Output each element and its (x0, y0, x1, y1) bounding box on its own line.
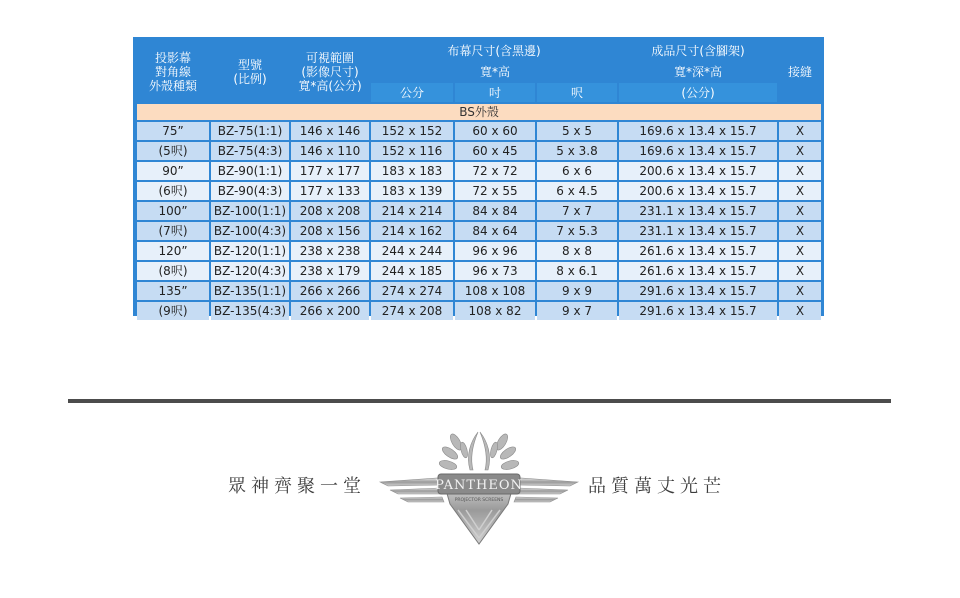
cell-product-size: 200.6 x 13.4 x 15.7 (619, 162, 777, 180)
cell-screen-feet: 5 x 3.8 (537, 142, 617, 160)
cell-diagonal: 120” (137, 242, 209, 260)
cell-screen-feet: 9 x 7 (537, 302, 617, 320)
cell-diagonal: 90” (137, 162, 209, 180)
cell-screen-inch: 84 x 64 (455, 222, 535, 240)
cell-screen-cm: 244 x 185 (371, 262, 453, 280)
cell-joint: X (779, 162, 821, 180)
pantheon-logo (378, 420, 580, 548)
cell-diagonal: (7呎) (137, 222, 209, 240)
cell-model: BZ-90(1:1) (211, 162, 289, 180)
cell-screen-inch: 108 x 108 (455, 282, 535, 300)
cell-viewable: 146 x 146 (291, 122, 369, 140)
cell-model: BZ-90(4:3) (211, 182, 289, 200)
cell-screen-inch: 72 x 72 (455, 162, 535, 180)
cell-screen-feet: 7 x 7 (537, 202, 617, 220)
cell-product-size: 291.6 x 13.4 x 15.7 (619, 282, 777, 300)
cell-screen-feet: 6 x 4.5 (537, 182, 617, 200)
cell-viewable: 208 x 208 (291, 202, 369, 220)
cell-viewable: 266 x 200 (291, 302, 369, 320)
cell-product-size: 291.6 x 13.4 x 15.7 (619, 302, 777, 320)
cell-model: BZ-120(4:3) (211, 262, 289, 280)
cell-product-size: 169.6 x 13.4 x 15.7 (619, 122, 777, 140)
cell-screen-feet: 9 x 9 (537, 282, 617, 300)
cell-screen-inch: 72 x 55 (455, 182, 535, 200)
slogan-left: 眾神齊聚一堂 (228, 476, 366, 497)
table-row (137, 222, 821, 240)
header-joint: 接縫 (779, 41, 821, 102)
spec-table (135, 39, 823, 322)
cell-joint: X (779, 302, 821, 320)
cell-viewable: 238 x 238 (291, 242, 369, 260)
cell-viewable: 238 x 179 (291, 262, 369, 280)
table-row (137, 182, 821, 200)
cell-screen-feet: 8 x 8 (537, 242, 617, 260)
cell-screen-cm: 152 x 152 (371, 122, 453, 140)
cell-diagonal: 100” (137, 202, 209, 220)
cell-viewable: 177 x 177 (291, 162, 369, 180)
cell-screen-cm: 214 x 214 (371, 202, 453, 220)
table-row (137, 302, 821, 320)
header-screen-blank (371, 62, 453, 81)
cell-joint: X (779, 262, 821, 280)
cell-model: BZ-100(1:1) (211, 202, 289, 220)
header-screen-size: 布幕尺寸(含黑邊) (371, 41, 617, 60)
cell-model: BZ-135(1:1) (211, 282, 289, 300)
cell-diagonal: (6呎) (137, 182, 209, 200)
cell-model: BZ-135(4:3) (211, 302, 289, 320)
header-model: 型號 (比例) (211, 41, 289, 102)
cell-screen-cm: 183 x 139 (371, 182, 453, 200)
cell-screen-feet: 8 x 6.1 (537, 262, 617, 280)
table-row (137, 282, 821, 300)
cell-screen-cm: 274 x 274 (371, 282, 453, 300)
table-row (137, 202, 821, 220)
section-label: BS外殼 (137, 104, 821, 120)
cell-joint: X (779, 202, 821, 220)
cell-joint: X (779, 142, 821, 160)
header-unit-inch: 吋 (455, 83, 535, 102)
cell-product-size: 231.1 x 13.4 x 15.7 (619, 202, 777, 220)
cell-model: BZ-100(4:3) (211, 222, 289, 240)
cell-diagonal: 75” (137, 122, 209, 140)
table-row (137, 262, 821, 280)
cell-screen-cm: 244 x 244 (371, 242, 453, 260)
cell-joint: X (779, 242, 821, 260)
slogan-right: 品質萬丈光芒 (588, 476, 726, 497)
cell-joint: X (779, 282, 821, 300)
cell-joint: X (779, 182, 821, 200)
header-product-unit: (公分) (619, 83, 777, 102)
cell-diagonal: (5呎) (137, 142, 209, 160)
cell-product-size: 169.6 x 13.4 x 15.7 (619, 142, 777, 160)
header-screen-blank2 (537, 62, 617, 81)
table-row (137, 242, 821, 260)
cell-joint: X (779, 222, 821, 240)
header-diagonal: 投影幕 對角線 外殼種類 (137, 41, 209, 102)
cell-diagonal: 135” (137, 282, 209, 300)
header-unit-cm: 公分 (371, 83, 453, 102)
cell-screen-feet: 6 x 6 (537, 162, 617, 180)
spec-table-frame (133, 37, 824, 316)
cell-screen-inch: 96 x 96 (455, 242, 535, 260)
cell-screen-cm: 274 x 208 (371, 302, 453, 320)
logo-subtext: PROJECTOR SCREENS (454, 498, 504, 503)
header-viewable: 可視範圍 (影像尺寸) 寬*高(公分) (291, 41, 369, 102)
header-product-size: 成品尺寸(含腳架) (619, 41, 777, 60)
cell-product-size: 231.1 x 13.4 x 15.7 (619, 222, 777, 240)
cell-model: BZ-75(1:1) (211, 122, 289, 140)
cell-screen-feet: 5 x 5 (537, 122, 617, 140)
cell-viewable: 177 x 133 (291, 182, 369, 200)
cell-model: BZ-75(4:3) (211, 142, 289, 160)
table-row (137, 142, 821, 160)
header-screen-wh: 寬*高 (455, 62, 535, 81)
cell-screen-inch: 84 x 84 (455, 202, 535, 220)
cell-product-size: 261.6 x 13.4 x 15.7 (619, 242, 777, 260)
cell-product-size: 200.6 x 13.4 x 15.7 (619, 182, 777, 200)
cell-diagonal: (9呎) (137, 302, 209, 320)
section-divider (68, 399, 891, 403)
cell-viewable: 208 x 156 (291, 222, 369, 240)
cell-screen-cm: 183 x 183 (371, 162, 453, 180)
cell-viewable: 266 x 266 (291, 282, 369, 300)
cell-screen-inch: 60 x 45 (455, 142, 535, 160)
header-product-wdh: 寬*深*高 (619, 62, 777, 81)
table-row (137, 162, 821, 180)
cell-product-size: 261.6 x 13.4 x 15.7 (619, 262, 777, 280)
cell-screen-inch: 108 x 82 (455, 302, 535, 320)
cell-screen-inch: 96 x 73 (455, 262, 535, 280)
cell-screen-inch: 60 x 60 (455, 122, 535, 140)
cell-screen-cm: 152 x 116 (371, 142, 453, 160)
table-row (137, 122, 821, 140)
cell-screen-feet: 7 x 5.3 (537, 222, 617, 240)
cell-joint: X (779, 122, 821, 140)
header-unit-feet: 呎 (537, 83, 617, 102)
laurel-icon (438, 432, 519, 471)
cell-diagonal: (8呎) (137, 262, 209, 280)
logo-text: PANTHEON (435, 478, 523, 493)
cell-model: BZ-120(1:1) (211, 242, 289, 260)
cell-screen-cm: 214 x 162 (371, 222, 453, 240)
cell-viewable: 146 x 110 (291, 142, 369, 160)
